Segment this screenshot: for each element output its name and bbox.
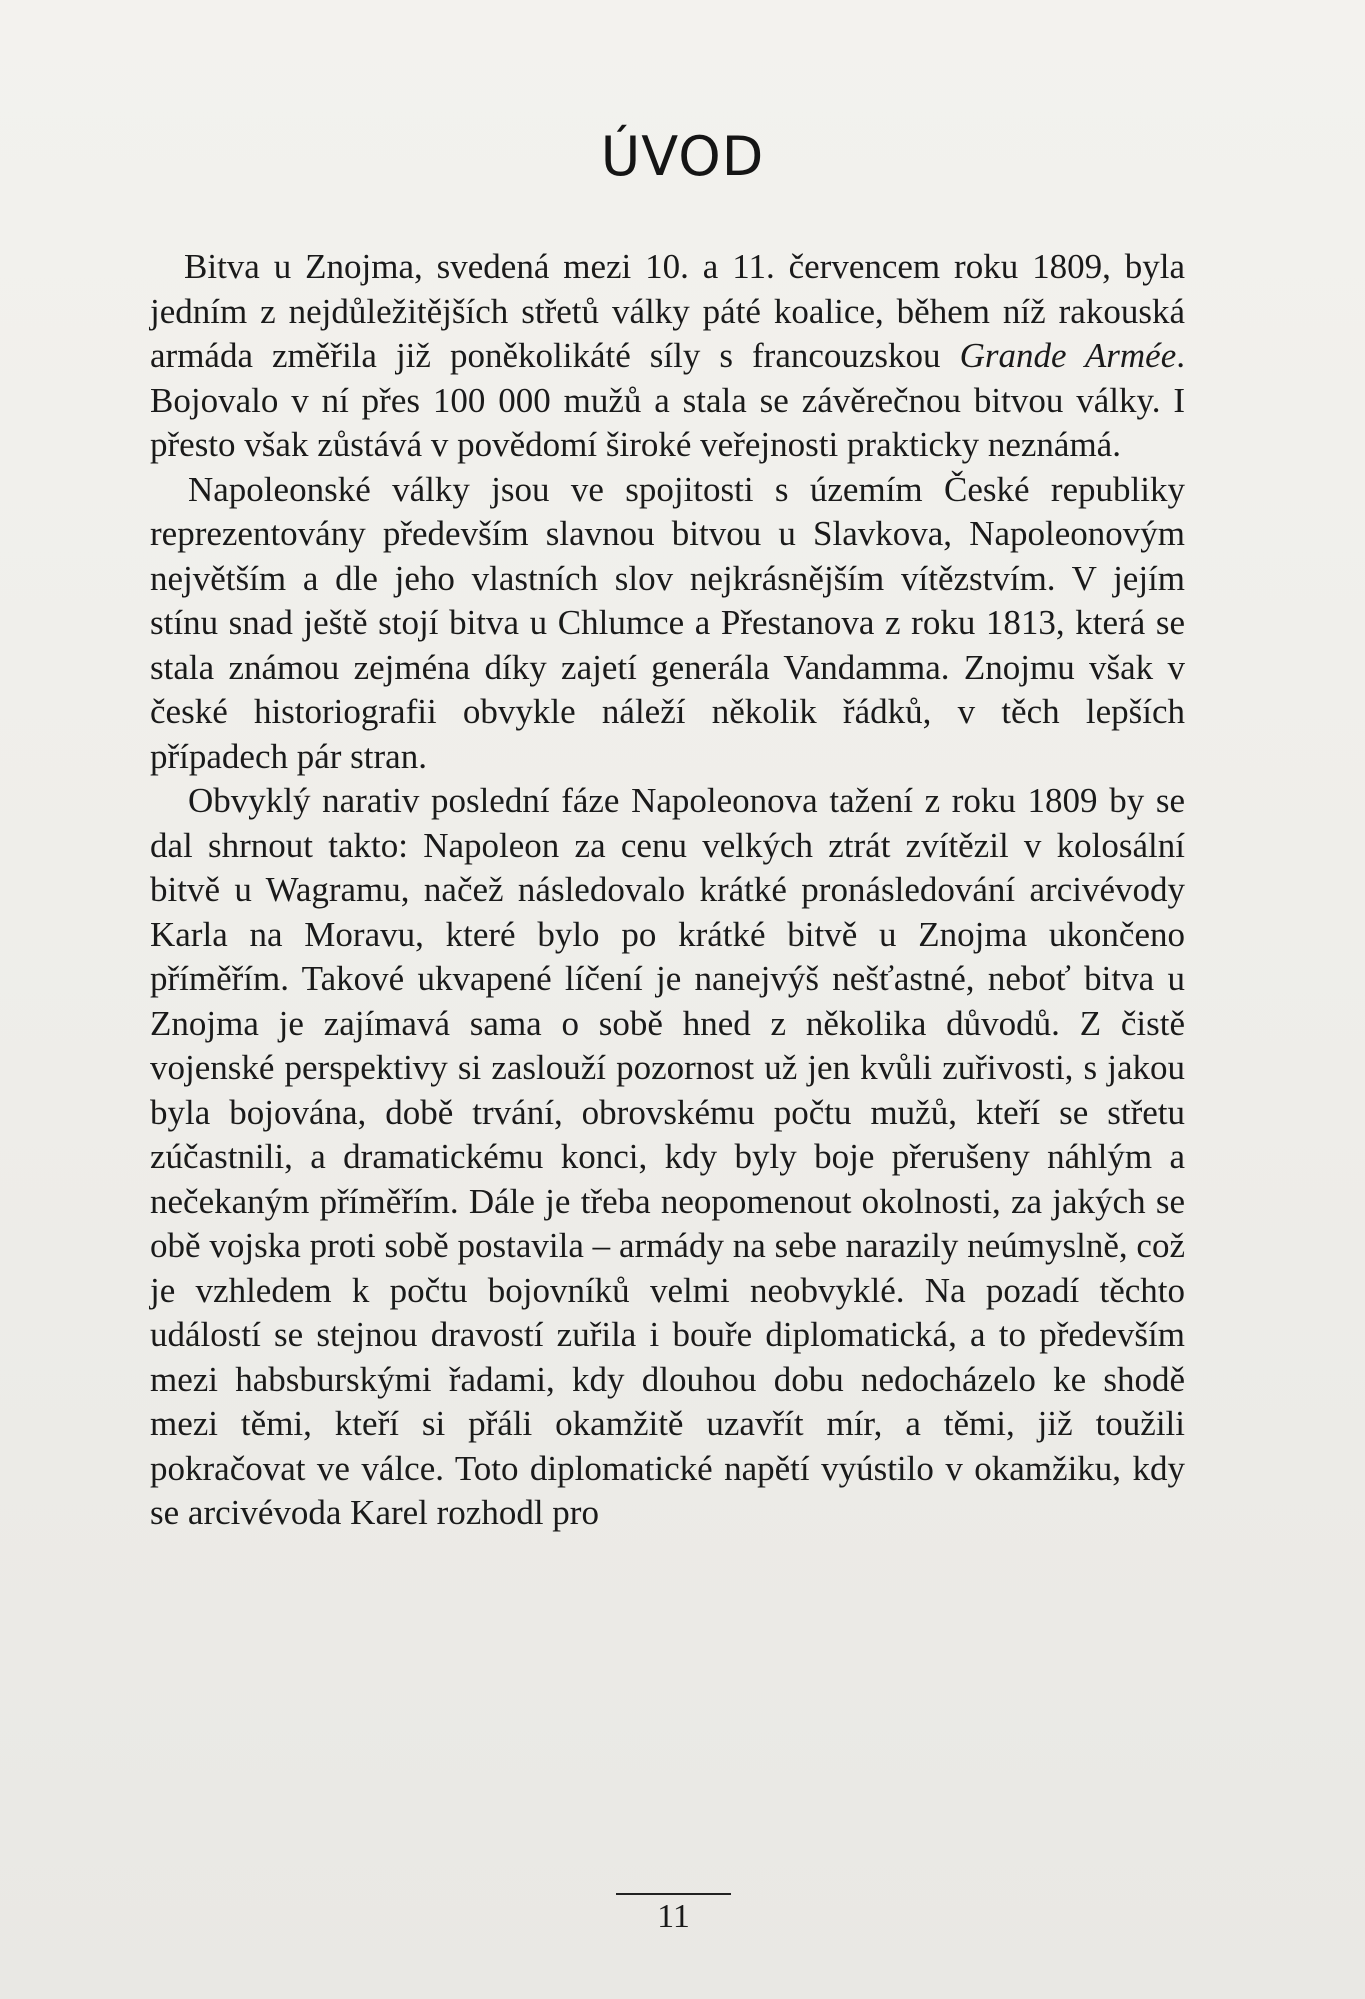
page-number: 11 [657,1898,690,1935]
paragraph-1-text-end: . Bojovalo v ní přes 100 000 mužů a stala se závěrečnou bitvou války. I přesto však zůstává v povědomí široké veřejnosti prakticky neznámá. [150,336,1185,464]
paragraph-1-text-start: Bitva u Znojma, svedená mezi 10. a 11. červencem roku 1809, byla jedním z nejdůležitějších střetů války páté koalice, během níž rakouská armáda změřila již poněkolikáté síly s francouzskou [150,247,1185,375]
paragraph-3: Obvyklý narativ poslední fáze Napoleonova tažení z roku 1809 by se dal shrnout takto: Napoleon za cenu velkých ztrát zvítězil v kolosální bitvě u Wagramu, načež následovalo krátké pronásledování arcivévody Karla na Moravu, které bylo po krátké bitvě u Znojma ukončeno příměřím. Takové ukvapené líčení je nanejvýš nešťastné, neboť bitva u Znojma je zajímavá sama o sobě hned z několika důvodů. Z čistě vojenské perspektivy si zaslouží pozornost už jen kvůli zuřivosti, s jakou byla bojována, době trvání, obrovskému počtu mužů, kteří se střetu zúčastnili, a dramatickému konci, kdy byly boje přerušeny náhlým a nečekaným příměřím. Dále je třeba neopomenout okolnosti, za jakých se obě vojska proti sobě postavila – armády na sebe narazily neúmyslně, což je vzhledem k počtu bojovníků velmi neobvyklé. Na pozadí těchto událostí se stejnou dravostí zuřila i bouře diplomatická, a to především mezi habsburskými řadami, kdy dlouhou dobu nedocházelo ke shodě mezi těmi, kteří si přáli okamžitě uzavřít mír, a těmi, již toužili pokračovat ve válce. Toto diplomatické napětí vyústilo v okamžiku, kdy se arcivévoda Karel rozhodl pro [150,781,1185,1532]
page-number-rule [616,1893,731,1895]
body-text [150,245,1185,1536]
paragraph-1-italic-term: Grande Armée [959,336,1177,375]
paragraph-2: Napoleonské války jsou ve spojitosti s územím České republiky reprezentovány především slavnou bitvou u Slavkova, Napoleonovým největším a dle jeho vlastních slov nejkrásnějším vítězstvím. V jejím stínu snad ještě stojí bitva u Chlumce a Přestanova z roku 1813, která se stala známou zejména díky zajetí generála Vandamma. Znojmu však v české historiografii obvykle náleží několik řádků, v těch lepších případech pár stran. [150,469,1185,776]
paragraph-1 [150,245,1185,468]
chapter-title: ÚVOD [600,125,765,188]
